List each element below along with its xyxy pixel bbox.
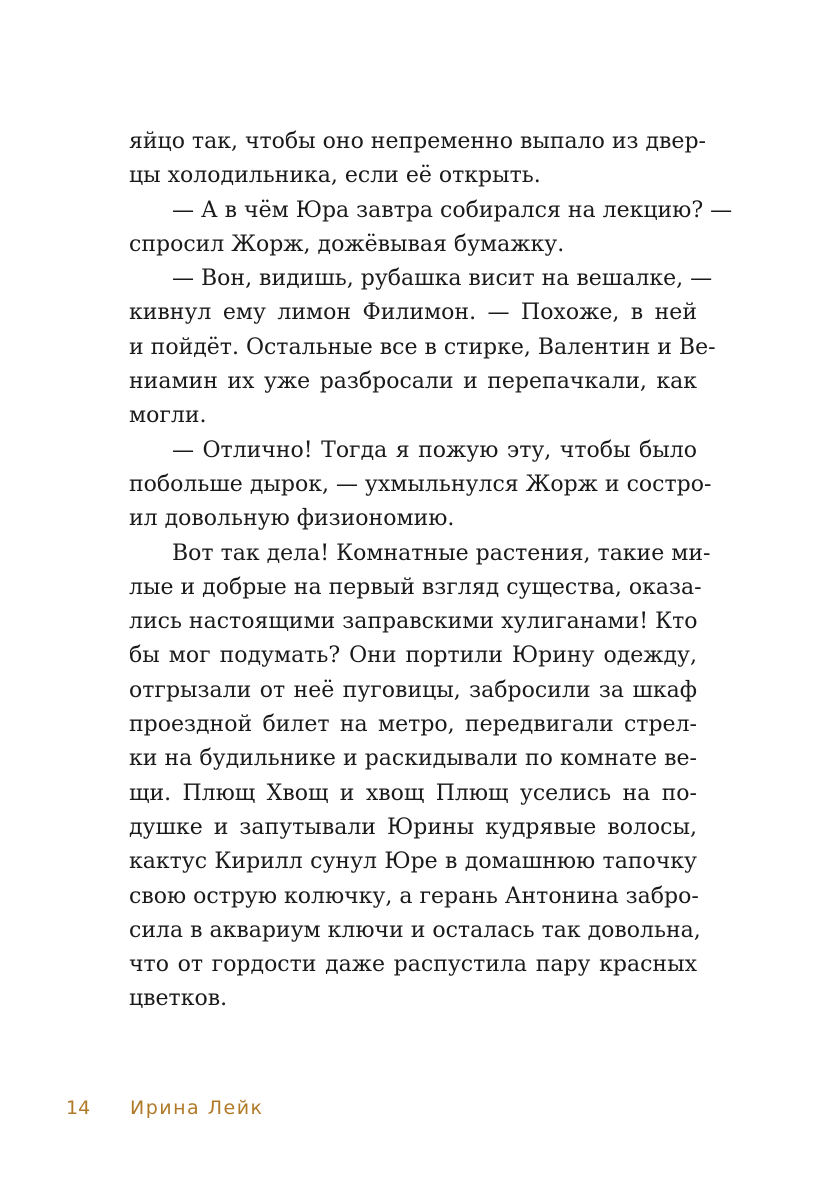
text-line: могли. (129, 403, 207, 429)
text-line: душке и запутывали Юрины кудрявые волосы, (129, 814, 697, 840)
text-line: ил довольную физиономию. (129, 506, 455, 532)
text-line: кактус Кирилл сунул Юре в домашнюю тапочку (129, 849, 697, 875)
text-line: цы холодильника, если её открыть. (129, 163, 541, 189)
text-line: отгрызали от неё пуговицы, забросили за шкаф (129, 677, 697, 703)
text-line: проездной билет на метро, передвигали стрел- (129, 712, 697, 738)
text-line: ки на будильнике и раскидывали по комнате ве- (129, 746, 697, 772)
text-line: спросил Жорж, дожёвывая бумажку. (129, 231, 565, 257)
text-line: ниамин их уже разбросали и перепачкали, как (129, 369, 697, 395)
text-line: — Вон, видишь, рубашка висит на вешалке, — (172, 266, 713, 292)
page-footer (0, 1097, 827, 1127)
page-number: 14 (66, 1097, 91, 1119)
running-footer-author: Ирина Лейк (130, 1097, 264, 1119)
text-line: кивнул ему лимон Филимон. — Похоже, в ней (129, 300, 697, 326)
text-line: — Отлично! Тогда я пожую эту, чтобы было (172, 437, 697, 463)
text-line: щи. Плющ Хвощ и хвощ Плющ уселись на по- (129, 780, 697, 806)
text-line: и пойдёт. Остальные все в стирке, Валентин и Ве- (129, 334, 716, 360)
text-line: сила в аквариум ключи и осталась так довольна, (129, 917, 701, 943)
text-line: бы мог подумать? Они портили Юрину одежду, (129, 643, 697, 669)
page-text (129, 125, 733, 1017)
text-line: лые и добрые на первый взгляд существа, оказа- (129, 574, 702, 600)
text-line: лись настоящими заправскими хулиганами! Кто (129, 609, 698, 635)
text-line: Вот так дела! Комнатные растения, такие ми- (172, 540, 711, 566)
text-line: — А в чём Юра завтра собирался на лекцию? — (172, 197, 733, 223)
text-line: цветков. (129, 986, 228, 1012)
text-line: побольше дырок, — ухмыльнулся Жорж и состро- (129, 471, 712, 497)
text-line: что от гордости даже распустила пару красных (129, 952, 697, 978)
text-line: яйцо так, чтобы оно непременно выпало из двер- (129, 129, 706, 154)
text-line: свою острую колючку, а герань Антонина забро- (129, 883, 699, 909)
